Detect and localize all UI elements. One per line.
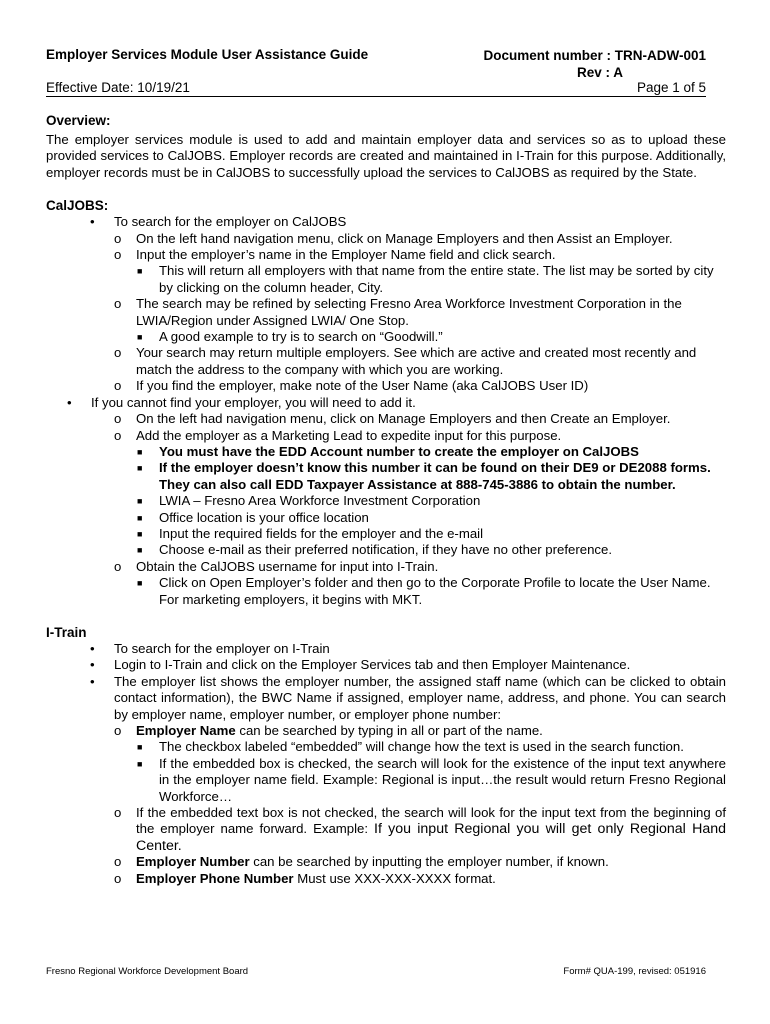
- list-item: ■ Choose e-mail as their preferred notification, if they have no other preference.: [137, 542, 613, 558]
- list-item: ■ A good example to try is to search on “Goodwill.”: [137, 329, 443, 345]
- list-item: ■ Input the required fields for the employer and the e-mail: [137, 525, 484, 541]
- itrain-section: [46, 624, 726, 887]
- circle-marker: o: [114, 805, 122, 821]
- list-item: o On the left had navigation menu, click on Manage Employers and then Create an Employer.: [114, 411, 671, 427]
- list-item: o If you find the employer, make note of the User Name (aka CalJOBS User ID): [114, 378, 589, 394]
- list-item: ■ Office location is your office location: [137, 509, 369, 525]
- effective-date: Effective Date: 10/19/21: [46, 80, 190, 95]
- circle-marker: o: [114, 854, 122, 870]
- list-item: ■ If the employer doesn’t know this number it can be found on their DE9 or DE2088 forms. They can also call EDD Taxpayer Assistance at 888-745-3886 to obtain the number.: [137, 460, 711, 492]
- list-item: o Your search may return multiple employers. See which are active and created most recently and match the address to the company with which you are working.: [114, 345, 697, 377]
- list-item: ■ If the embedded box is checked, the search will look for the existence of the input text anywhere in the employer name field. Example: Regional is input…the result would return Fresno Regional Workforce…: [137, 755, 726, 804]
- list-item: ■ You must have the EDD Account number to create the employer on CalJOBS: [137, 443, 639, 459]
- list-item: ■ Click on Open Employer’s folder and then go to the Corporate Profile to locate the User Name. For marketing employers, it begins with MKT.: [137, 575, 711, 607]
- square-marker: ■: [137, 742, 143, 753]
- document-title: Employer Services Module User Assistance Guide: [46, 47, 369, 62]
- list-item: • If you cannot find your employer, you will need to add it.: [67, 394, 416, 410]
- list-item: o Employer Number can be searched by inputting the employer number, if known.: [114, 854, 609, 870]
- circle-marker: o: [114, 345, 122, 361]
- circle-marker: o: [114, 378, 122, 394]
- bullet-marker: •: [90, 673, 95, 689]
- circle-marker: o: [114, 411, 122, 427]
- bullet-marker: •: [67, 394, 72, 410]
- list-item: • Login to I-Train and click on the Employer Services tab and then Employer Maintenance.: [90, 657, 631, 673]
- itrain-list: [46, 641, 726, 887]
- list-item: ■ The checkbox labeled “embedded” will change how the text is used in the search function.: [137, 739, 684, 755]
- list-item: • The employer list shows the employer number, the assigned staff name (which can be clicked to obtain contact information), the BWC Name if assigned, employer name, address, and phone. You can search by employer name, employer number, or employer phone number:: [90, 673, 726, 722]
- square-marker: ■: [137, 528, 143, 539]
- square-marker: ■: [137, 496, 143, 507]
- square-marker: ■: [137, 545, 143, 556]
- square-marker: ■: [137, 463, 143, 474]
- caljobs-heading: CalJOBS:: [46, 198, 109, 214]
- list-item: ■ LWIA – Fresno Area Workforce Investment Corporation: [137, 493, 481, 509]
- square-marker: ■: [137, 758, 143, 769]
- footer-organization: Fresno Regional Workforce Development Board: [46, 966, 249, 977]
- square-marker: ■: [137, 578, 143, 589]
- bullet-marker: •: [90, 657, 95, 673]
- list-item: o Obtain the CalJOBS username for input into I-Train.: [114, 558, 439, 574]
- square-marker: ■: [137, 512, 143, 523]
- header-rule: [46, 96, 706, 97]
- caljobs-section: [46, 197, 726, 608]
- caljobs-list: [46, 214, 726, 608]
- list-item: ■ This will return all employers with that name from the entire state. The list may be sorted by city by clicking on the column header, City.: [137, 263, 714, 295]
- circle-marker: o: [114, 296, 122, 312]
- itrain-heading: I-Train: [46, 624, 87, 640]
- square-marker: ■: [137, 266, 143, 277]
- list-item: o Add the employer as a Marketing Lead to expedite input for this purpose.: [114, 427, 562, 443]
- list-item: o The search may be refined by selecting Fresno Area Workforce Investment Corporation in the LWIA/Region under Assigned LWIA/ One Stop.: [114, 296, 682, 328]
- document-number: Document number : TRN-ADW-001: [483, 48, 706, 63]
- bullet-marker: •: [90, 640, 95, 656]
- list-item: • To search for the employer on CalJOBS: [90, 214, 347, 230]
- bullet-marker: •: [90, 214, 95, 230]
- circle-marker: o: [114, 870, 122, 886]
- list-item: • To search for the employer on I-Train: [90, 640, 330, 656]
- square-marker: ■: [137, 332, 143, 343]
- list-item: o Employer Name can be searched by typing in all or part of the name.: [114, 723, 543, 738]
- circle-marker: o: [114, 723, 122, 738]
- document-number-block: [446, 47, 706, 81]
- list-item: o Employer Phone Number Must use XXX-XXX-XXXX format.: [114, 870, 496, 886]
- overview-heading: Overview:: [46, 113, 111, 128]
- list-item: o If the embedded text box is not checked, the search will look for the input text from the beginning of the employer name forward. Example: If you input Regional you will get only Regional Hand Center.: [114, 805, 726, 854]
- overview-text: The employer services module is used to add and maintain employer data and services so as to upload these provided services to CalJOBS. Employer records are created and maintained in I-Train for this purpose. Additionally, employer records must be in CalJOBS to successfully upload the services to CalJOBS as required by the State.: [46, 132, 726, 180]
- list-item: o Input the employer’s name in the Employer Name field and click search.: [114, 247, 556, 263]
- page-number: Page 1 of 5: [636, 80, 706, 95]
- circle-marker: o: [114, 247, 122, 263]
- revision: Rev : A: [576, 65, 623, 80]
- square-marker: ■: [137, 446, 143, 457]
- footer-form-number: Form# QUA-199, revised: 051916: [563, 966, 706, 977]
- document-body: [46, 112, 726, 887]
- circle-marker: o: [114, 558, 122, 574]
- circle-marker: o: [114, 230, 122, 246]
- circle-marker: o: [114, 427, 122, 443]
- list-item: o On the left hand navigation menu, click on Manage Employers and then Assist an Employer.: [114, 230, 673, 246]
